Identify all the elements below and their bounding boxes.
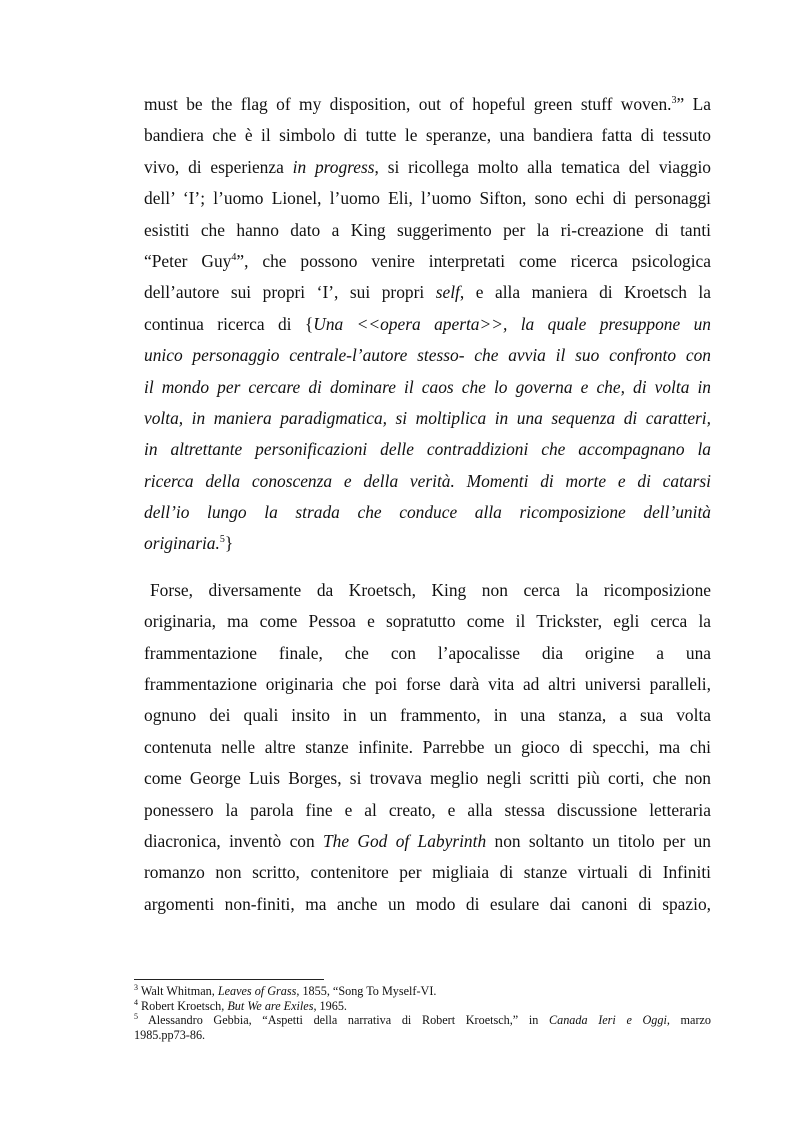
footnote-3 (134, 984, 711, 999)
text-run: dell’autore sui propri ‘I’, sui propri (144, 282, 436, 303)
text-line: esistiti che hanno dato a King suggerimento per la ri-creazione di tanti (144, 219, 711, 240)
text-line: romanzo non scritto, contenitore per migliaia di stanze virtuali di Infiniti (144, 862, 711, 883)
text-run: continua ricerca di { (144, 313, 314, 334)
text-run: Alessandro Gebbia, “Aspetti della narrativa di Robert Kroetsch,” in (138, 1013, 549, 1028)
footnote-number: 4 (134, 997, 138, 1007)
text-line: dell’io lungo la strada che conduce alla ricomposizione dell’unità (144, 502, 711, 523)
text-run: must be the flag of my disposition, out of hopeful green stuff woven. (144, 94, 672, 114)
text-run: Walt Whitman, (138, 984, 218, 998)
text-line (144, 309, 711, 340)
italic-run: originaria. (144, 533, 220, 554)
text-line: ponessero la parola fine e al creato, e alla stessa discussione letteraria (144, 799, 711, 820)
footnote-4 (134, 999, 711, 1014)
text-run: } (224, 533, 234, 554)
text-line: argomenti non-finiti, ma anche un modo di esulare dai canoni di spazio, (144, 893, 711, 914)
text-run: ”, che possono venire interpretati come ricerca psicologica (236, 250, 711, 271)
text-line: come George Luis Borges, si trovava meglio negli scritti più corti, che non (144, 768, 711, 789)
text-run: , 1965. (313, 998, 347, 1013)
text-line: unico personaggio centrale-l’autore stesso- che avvia il suo confronto con (144, 345, 711, 366)
footnotes (134, 984, 711, 1042)
footnote-number: 5 (134, 1012, 138, 1022)
text-run: diacronica, inventò con (144, 830, 324, 851)
paragraph-2 (144, 575, 711, 920)
text-line (144, 826, 711, 857)
footnote-number: 3 (134, 983, 138, 992)
italic-run: in progress (292, 156, 375, 177)
paragraph-1 (144, 89, 711, 560)
italic-run: But We are Exiles (227, 998, 314, 1013)
text-run: vivo, di esperienza (144, 156, 293, 177)
footnote-5-continued: 1985.pp73-86. (134, 1027, 206, 1042)
italic-run: The God of Labyrinth (323, 830, 487, 851)
text-line (144, 152, 711, 183)
text-line (144, 246, 711, 277)
italic-run: Canada Ieri e Oggi, (548, 1013, 670, 1028)
text-run: marzo (669, 1013, 712, 1028)
text-line: frammentazione finale, che con l’apocalisse dia origine a una (144, 642, 711, 663)
italic-run: Leaves of Grass (217, 984, 297, 998)
text-run: ” La (676, 94, 711, 114)
text-line: ognuno dei quali insito in un frammento, in una stanza, a sua volta (144, 705, 711, 726)
text-line: contenuta nelle altre stanze infinite. Parrebbe un gioco di specchi, ma chi (144, 736, 711, 757)
body-text (144, 89, 711, 920)
text-line: il mondo per cercare di dominare il caos che lo governa e che, di volta in (144, 376, 711, 397)
text-run: non soltanto un titolo per un (486, 830, 711, 851)
text-run: , 1855, “Song To Myself-VI. (296, 984, 437, 998)
text-run: “Peter Guy (144, 250, 232, 271)
footnote-ref: 4 (231, 251, 237, 263)
text-run: , e alla maniera di Kroetsch la (459, 282, 711, 303)
text-line: ricerca della conoscenza e della verità. Momenti di morte e di catarsi (144, 470, 711, 491)
text-line: dell’ ‘I’; l’uomo Lionel, l’uomo Eli, l’uomo Sifton, sono echi di personaggi (144, 188, 711, 209)
text-line: Forse, diversamente da Kroetsch, King non cerca la ricomposizione (150, 579, 711, 600)
text-line: volta, in maniera paradigmatica, si moltiplica in una sequenza di caratteri, (144, 407, 711, 428)
footnote-ref: 3 (671, 95, 677, 106)
text-run: Robert Kroetsch, (138, 998, 228, 1013)
text-line (144, 528, 711, 559)
text-line: originaria, ma come Pessoa e sopratutto come il Trickster, egli cerca la (144, 611, 711, 632)
footnote-separator (134, 979, 324, 980)
footnote-5 (134, 1013, 711, 1028)
italic-run: self (435, 282, 460, 303)
text-line (144, 277, 711, 308)
text-line (144, 89, 711, 120)
text-line: bandiera che è il simbolo di tutte le speranze, una bandiera fatta di tessuto (144, 125, 711, 146)
text-line: frammentazione originaria che poi forse darà vita ad altri universi paralleli, (144, 674, 711, 695)
italic-run: Una <<opera aperta>>, la quale presuppone un (313, 313, 712, 334)
text-run: , si ricollega molto alla tematica del viaggio (374, 156, 712, 177)
footnote-ref: 5 (219, 534, 225, 546)
text-line: in altrettante personificazioni delle contraddizioni che accompagnano la (144, 439, 711, 460)
